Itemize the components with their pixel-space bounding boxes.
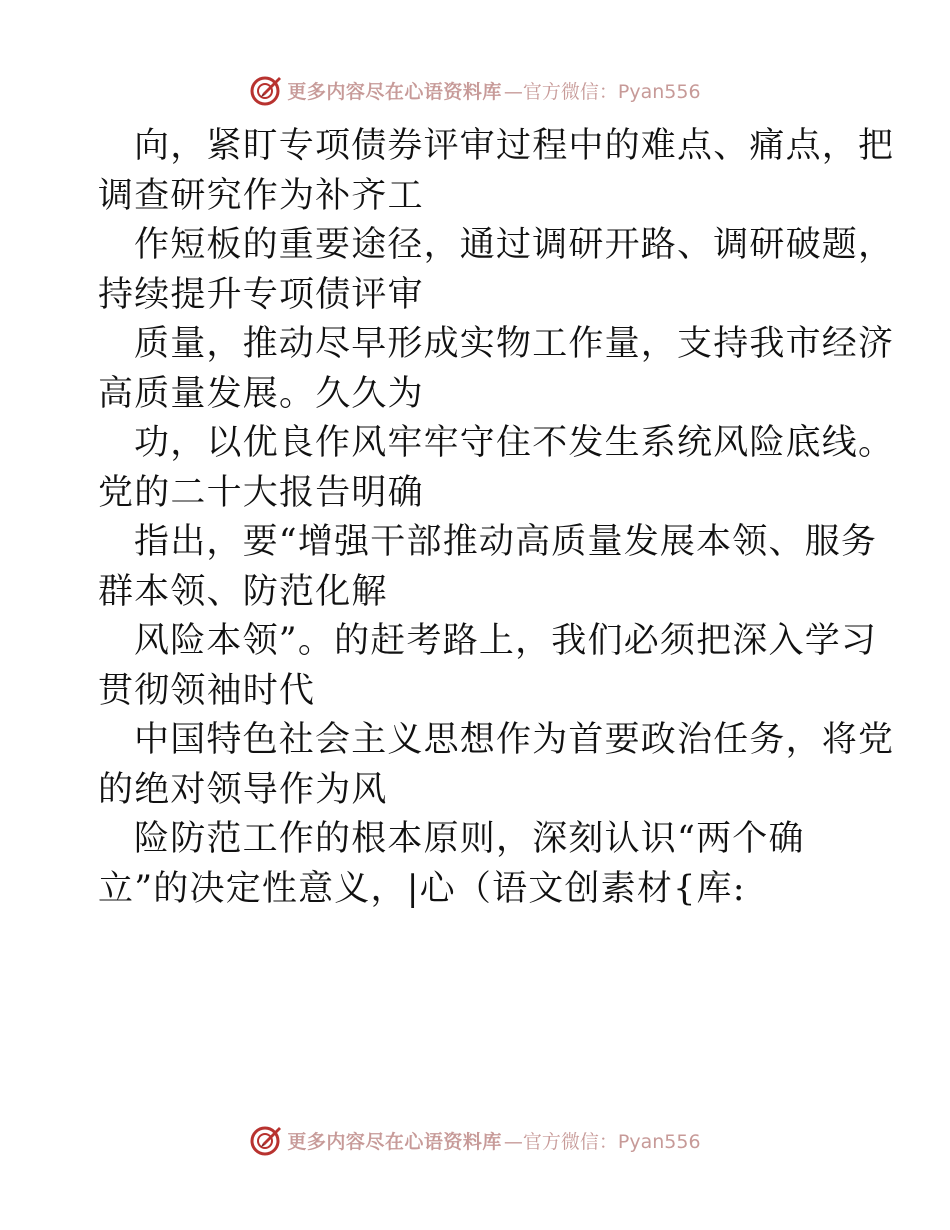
text-line: 持续提升专项债评审 [98,274,424,315]
text-line: 风险本领”。的赶考路上，我们必须把深入学习 [134,621,878,661]
text-line: 向，紧盯专项债券评审过程中的难点、痛点，把 [134,126,895,166]
text-line: 党的二十大报告明确 [98,472,424,513]
pen-logo-icon [249,73,283,107]
footer-wechat-text: —官方微信：Pyan556 [503,1130,701,1153]
text-line: 险防范工作的根本原则，深刻认识“两个确 [134,819,805,859]
document-body [98,122,895,914]
text-line: 群本领、防范化解 [98,571,388,612]
text-line: 贯彻领袖时代 [98,670,316,711]
header-watermark [0,70,950,110]
text-line: 高质量发展。久久为 [98,373,424,414]
footer-brand-text: 更多内容尽在心语资料库 [287,1130,502,1153]
pen-logo-icon [249,1123,283,1157]
text-line: 中国特色社会主义思想作为首要政治任务，将党 [134,720,895,760]
header-brand-text: 更多内容尽在心语资料库 [287,80,502,103]
footer-watermark [0,1120,950,1160]
text-line: 的绝对领导作为风 [98,769,388,810]
text-line: 调查研究作为补齐工 [98,175,424,216]
text-line: 作短板的重要途径，通过调研开路、调研破题， [134,225,895,265]
text-line: 立”的决定性意义，|心（语文创素材{库: [98,868,746,909]
text-line: 指出，要“增强干部推动高质量发展本领、服务 [134,522,878,562]
text-line: 功，以优良作风牢牢守住不发生系统风险底线。 [134,423,895,463]
text-line: 质量，推动尽早形成实物工作量，支持我市经济 [134,324,895,364]
header-wechat-text: —官方微信：Pyan556 [503,80,701,103]
